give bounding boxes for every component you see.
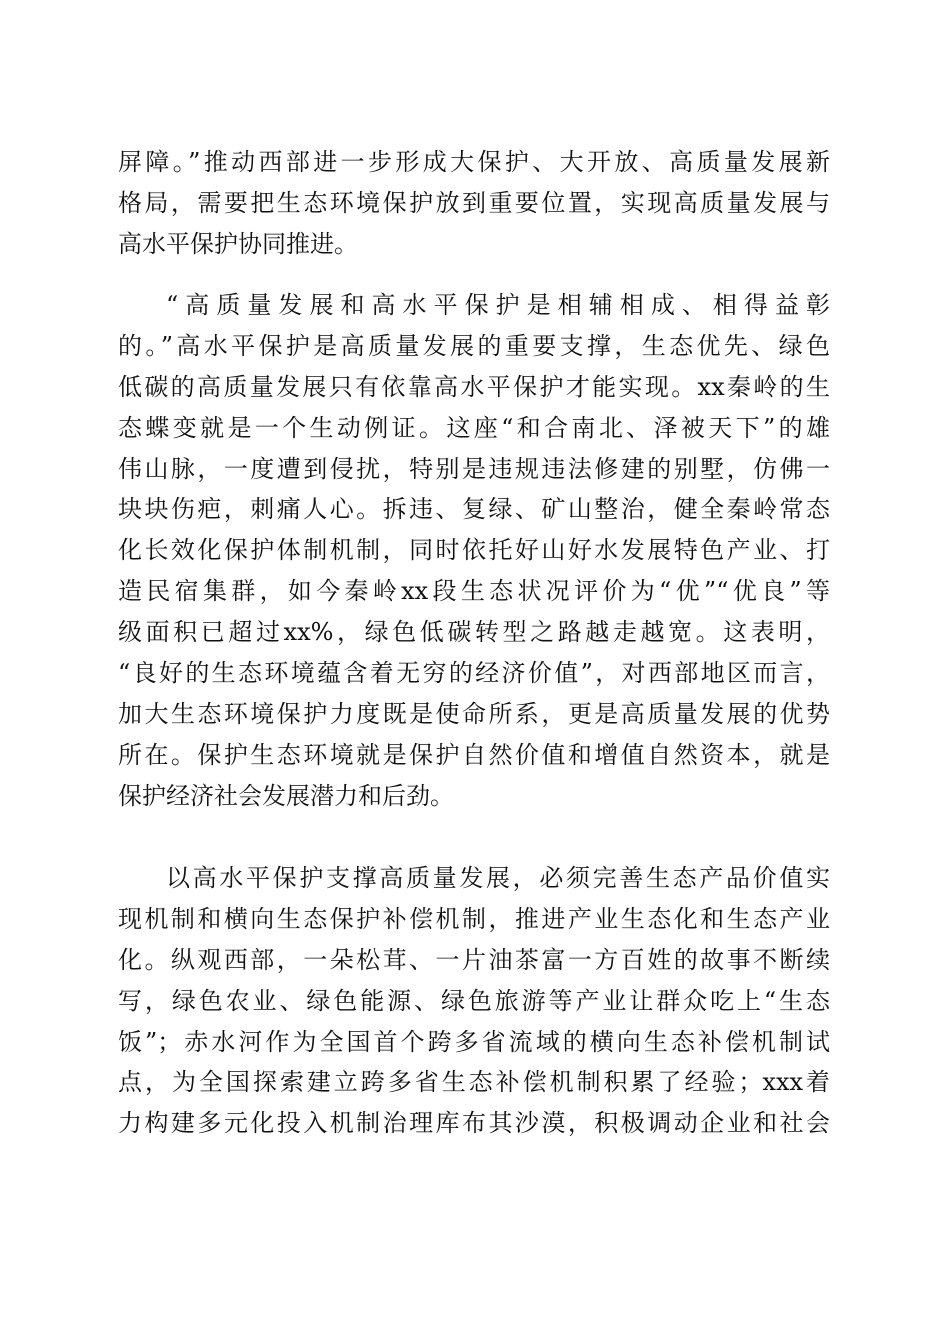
text-line: 现机制和横向生态保护补偿机制，推进产业生态化和生态产业: [118, 904, 830, 933]
paragraph-2: [118, 285, 830, 817]
text-line: 级面积已超过xx%，绿色低碳转型之路越走越宽。这表明，: [118, 618, 830, 647]
text-line: “良好的生态环境蕴含着无穷的经济价值”，对西部地区而言，: [118, 659, 830, 688]
text-line: 造民宿集群，如今秦岭xx段生态状况评价为“优”“优良”等: [118, 577, 830, 606]
text-line: 屏障。”推动西部进一步形成大保护、大开放、高质量发展新: [118, 148, 830, 176]
text-line: 化长效化保护体制机制，同时依托好山好水发展特色产业、打: [118, 536, 830, 565]
text-line: “高质量发展和高水平保护是相辅相成、相得益彰: [166, 291, 830, 319]
text-line: 伟山脉，一度遭到侵扰，特别是违规违法修建的别墅，仿佛一: [118, 454, 830, 483]
text-line: 以高水平保护支撑高质量发展，必须完善生态产品价值实: [166, 864, 830, 892]
text-line: 所在。保护生态环境就是保护自然价值和增值自然资本，就是: [118, 740, 830, 769]
text-line: 饭”；赤水河作为全国首个跨多省流域的横向生态补偿机制试: [118, 1027, 830, 1056]
text-line: 点，为全国探索建立跨多省生态补偿机制积累了经验；xxx着: [118, 1068, 830, 1097]
text-line: 化。纵观西部，一朵松茸、一片油茶富一方百姓的故事不断续: [118, 945, 830, 974]
text-line: 力构建多元化投入机制治理库布其沙漠，积极调动企业和社会: [118, 1109, 830, 1138]
text-line: 写，绿色农业、绿色能源、绿色旅游等产业让群众吃上“生态: [118, 986, 830, 1015]
text-line: 加大生态环境保护力度既是使命所系，更是高质量发展的优势: [118, 699, 830, 728]
text-line: 高水平保护协同推进。: [118, 229, 358, 258]
paragraph-3: [118, 858, 830, 1144]
text-line: 保护经济社会发展潜力和后劲。: [118, 781, 454, 810]
paragraph-1: [118, 142, 830, 265]
text-line: 格局，需要把生态环境保护放到重要位置，实现高质量发展与: [118, 188, 830, 217]
text-line: 的。”高水平保护是高质量发展的重要支撑，生态优先、绿色: [118, 331, 830, 360]
text-line: 低碳的高质量发展只有依靠高水平保护才能实现。xx秦岭的生: [118, 372, 830, 401]
text-line: 块块伤疤，刺痛人心。拆违、复绿、矿山整治，健全秦岭常态: [118, 495, 830, 524]
text-line: 态蝶变就是一个生动例证。这座“和合南北、泽被天下”的雄: [118, 413, 830, 442]
